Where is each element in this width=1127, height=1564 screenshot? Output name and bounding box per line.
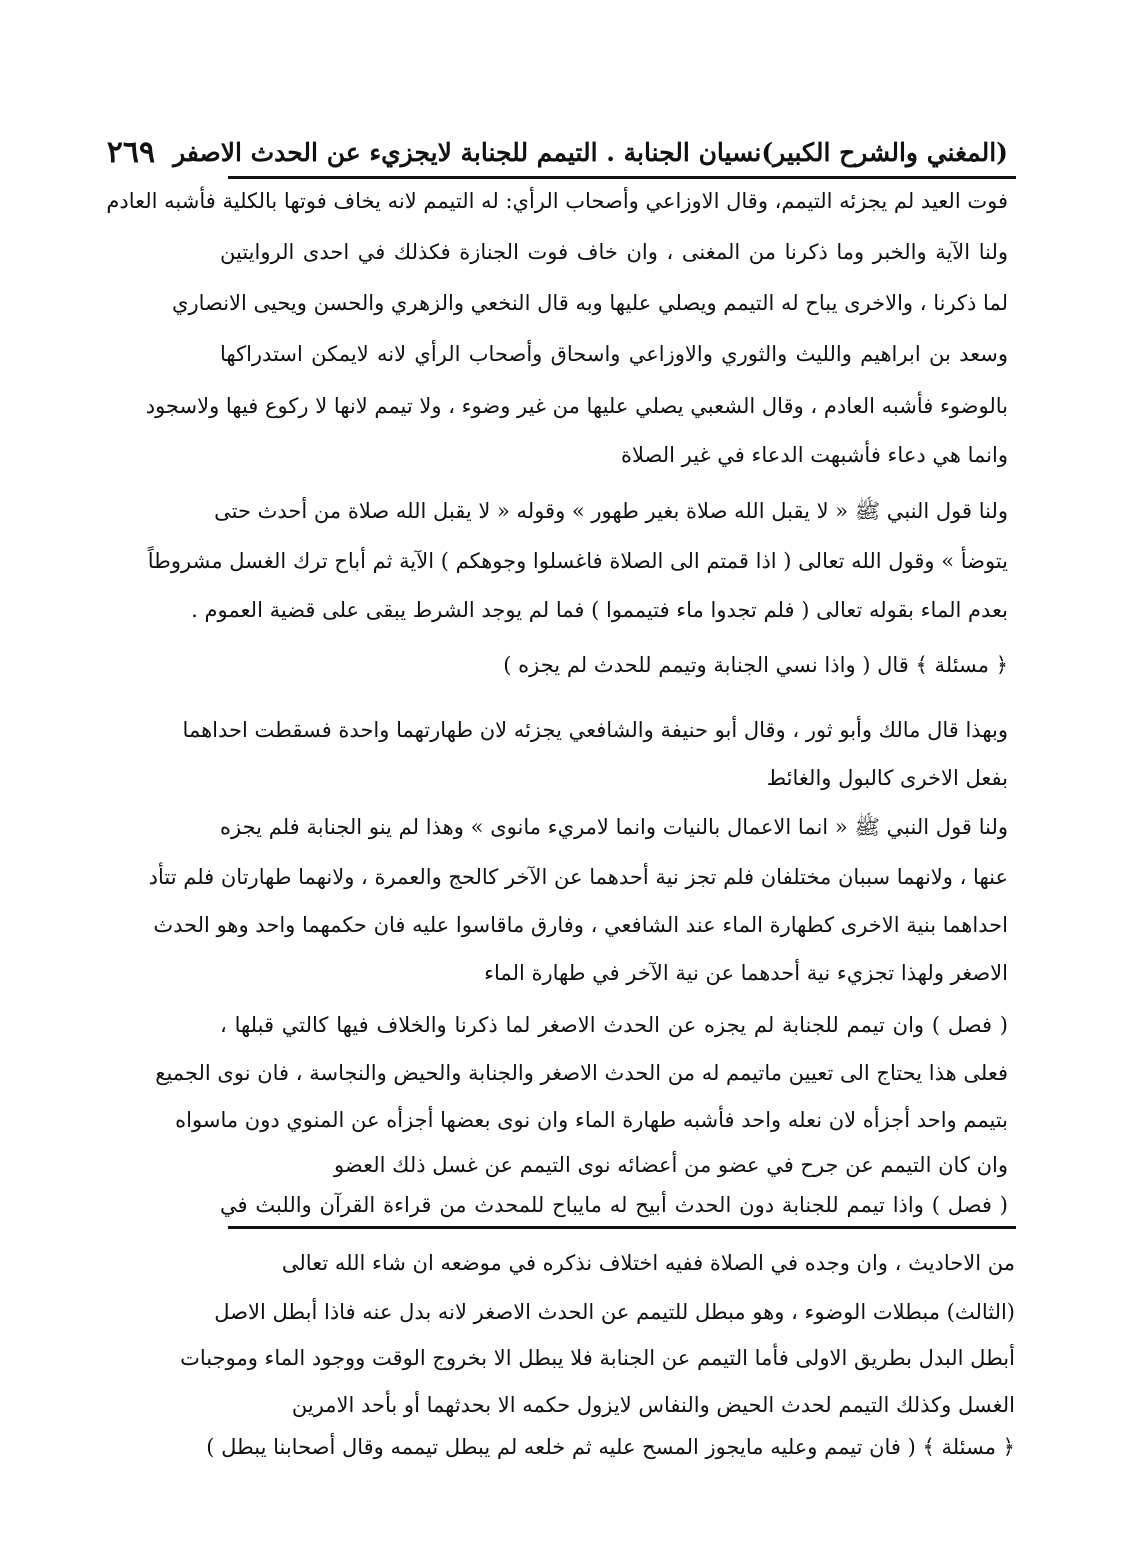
text-line: الاصغر ولهذا تجزيء نية أحدهما عن نية الآخر في طهارة الماء — [484, 961, 1008, 985]
book-title: (المغني والشرح الكبير) — [761, 137, 1008, 167]
footnote-line: أبطل البدل بطريق الاولى فأما التيمم عن الجنابة فلا يبطل الا بخروج الوقت ووجود الماء وموجبات — [180, 1346, 1015, 1370]
text-line: احداهما بنية الاخرى كطهارة الماء عند الشافعي ، وفارق ماقاسوا عليه فان حكمهما واحد وهو الحدث — [153, 913, 1008, 937]
text-line: عنها ، ولانهما سببان مختلفان فلم تجز نية أحدهما عن الآخر كالحج والعمرة ، ولانهما طهارتان فلم تتأد — [148, 865, 1008, 889]
text-line: بعدم الماء بقوله تعالى ( فلم تجدوا ماء فتيمموا ) فما لم يوجد الشرط يبقى على قضية العموم . — [191, 598, 1008, 622]
text-line: وانما هي دعاء فأشبهت الدعاء في غير الصلاة — [621, 443, 1008, 467]
text-line: ولنا الآية والخبر وما ذكرنا من المغنى ، وان خاف فوت الجنازة فكذلك في احدى الروايتين — [220, 240, 1008, 264]
text-line: وبهذا قال مالك وأبو ثور ، وقال أبو حنيفة والشافعي يجزئه لان طهارتهما واحدة فسقطت احداهما — [182, 718, 1008, 742]
text-line: فوت العيد لم يجزئه التيمم، وقال الاوزاعي وأصحاب الرأي: له التيمم لانه يخاف فوتها بالكلية فأشبه العادم — [106, 189, 1008, 213]
footnote-line: من الاحاديث ، وان وجده في الصلاة ففيه اختلاف نذكره في موضعه ان شاء الله تعالى — [281, 1251, 1015, 1275]
text-line: فعلى هذا يحتاج الى تعيين ماتيمم له من الحدث الاصغر والجنابة والحيض والنجاسة ، فان نوى الجميع — [155, 1061, 1008, 1085]
text-line: وسعد بن ابراهيم والليث والثوري والاوزاعي واسحاق وأصحاب الرأي لانه لايمكن استدراكها — [220, 342, 1008, 366]
text-line: يتوضأ » وقول الله تعالى ( اذا قمتم الى الصلاة فاغسلوا وجوهكم ) الآية ثم أباح ترك الغسل مشروطاً — [147, 549, 1008, 573]
text-line: ( فصل ) وان تيمم للجنابة لم يجزه عن الحدث الاصغر لما ذكرنا والخلاف فيها كالتي قبلها ، — [220, 1013, 1008, 1037]
footnote-rule — [228, 1226, 1016, 1229]
footnote-line: الغسل وكذلك التيمم لحدث الحيض والنفاس لايزول حكمه الا بحدثهما أو بأحد الامرين — [291, 1393, 1015, 1417]
page-header — [106, 128, 1008, 176]
text-line: بالوضوء فأشبه العادم ، وقال الشعبي يصلي عليها من غير وضوء ، ولا تيمم لانها لا ركوع فيها ولاسجود — [145, 394, 1008, 418]
text-line: ولنا قول النبي ﷺ « انما الاعمال بالنيات وانما لامريء مانوى » وهذا لم ينو الجنابة فلم يجزه — [220, 815, 1008, 839]
header-rule — [228, 176, 1016, 179]
text-line: ولنا قول النبي ﷺ « لا يقبل الله صلاة بغير طهور » وقوله « لا يقبل الله صلاة من أحدث حتى — [214, 499, 1008, 523]
footnote-line: (الثالث) مبطلات الوضوء ، وهو مبطل للتيمم عن الحدث الاصغر لانه بدل عنه فاذا أبطل الاصل — [214, 1300, 1015, 1324]
section-heading: ﴿ مسئلة ﴾ قال ( واذا نسي الجنابة وتيمم للحدث لم يجزه ) — [503, 653, 1008, 677]
page-number: ٢٦٩ — [106, 134, 156, 170]
text-line: ( فصل ) واذا تيمم للجنابة دون الحدث أبيح له مايباح للمحدث من قراءة القرآن واللبث في — [220, 1193, 1008, 1217]
text-line: بتيمم واحد أجزأه لان نعله واحد فأشبه طهارة الماء وان نوى بعضها أجزأه عن المنوي دون ماسواه — [175, 1108, 1008, 1132]
text-line: بفعل الاخرى كالبول والغائط — [766, 766, 1008, 790]
text-line: لما ذكرنا ، والاخرى يباح له التيمم ويصلي عليها وبه قال النخعي والزهري والحسن ويحيى الانصاري — [172, 291, 1008, 315]
text-line: وان كان التيمم عن جرح في عضو من أعضائه نوى التيمم عن غسل ذلك العضو — [334, 1153, 1008, 1177]
running-title: نسيان الجنابة . التيمم للجنابة لايجزيء عن الحدث الاصفر — [173, 137, 762, 167]
footnote-line: ﴿ مسئلة ﴾ ( فان تيمم وعليه مايجوز المسح عليه ثم خلعه لم يبطل تيممه وقال أصحابنا يبطل ) — [206, 1435, 1015, 1459]
